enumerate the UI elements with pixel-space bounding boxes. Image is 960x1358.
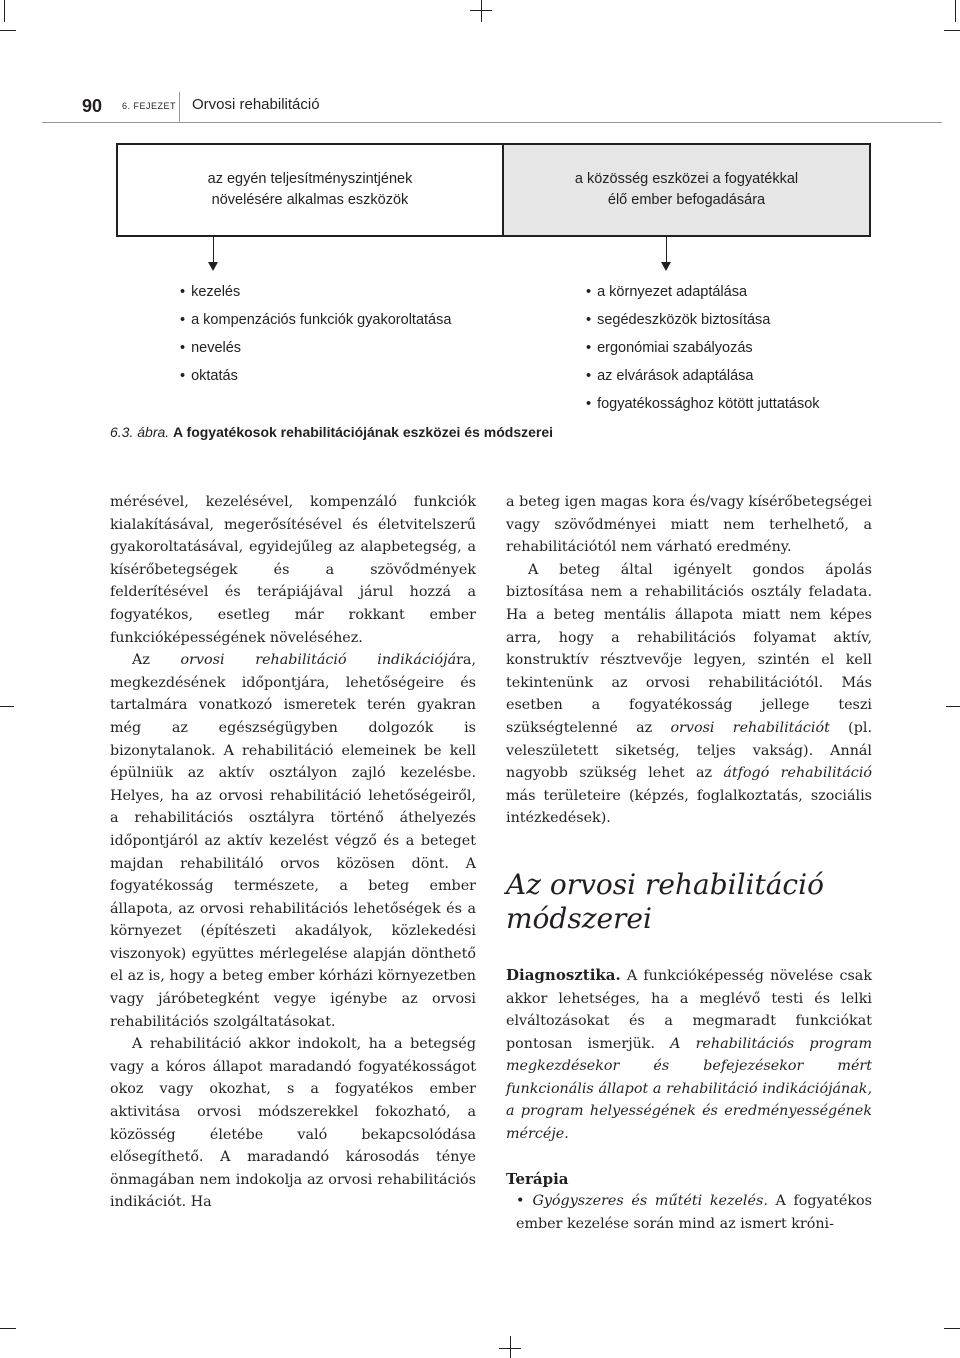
list-item: • segédeszközök biztosítása	[586, 306, 820, 334]
bullet-icon: •	[516, 1193, 525, 1210]
list-item: • a kompenzációs funkciók gyakoroltatása	[180, 306, 451, 334]
list-item: • kezelés	[180, 278, 451, 306]
arrow-right-icon	[661, 262, 671, 271]
chapter-label: 6. FEJEZET	[122, 101, 177, 111]
crop-mark	[481, 0, 482, 22]
emphasis-run: orvosi rehabilitáció indikációjá	[180, 652, 457, 669]
paragraph: a beteg igen magas kora és/vagy kísérőbetegségei vagy szövődményei miatt nem terhelhető, a rehabilitációtól nem várható eredmény.	[506, 494, 872, 556]
box-left-line: növelésére alkalmas eszközök	[211, 192, 409, 208]
crop-mark	[470, 10, 492, 11]
paragraph: mérésével, kezelésével, kompenzáló funkciók kialakításával, megerősítésével és életvitelszerű gyakoroltatásával, egyidejűleg az alapbetegség, a kísérőbetegségek és a szövődmények felderítésével és terápiájával járul hozzá a fogyatékos, esetleg már rokkant ember funkcióképességének növeléséhez.	[110, 494, 476, 646]
paragraph	[110, 649, 476, 1033]
subheading: Terápia	[506, 1169, 569, 1188]
list-item: • nevelés	[180, 334, 451, 362]
figure-caption	[110, 424, 553, 440]
emphasis-run: átfogó rehabilitáció	[723, 765, 872, 782]
emphasis-run: A rehabilitációs program megkezdésekor és befejezésekor mért funkcionális állapot a rehabilitáció indikációjának, a program helyességének és eredményességének mércéje.	[506, 1035, 873, 1143]
list-item: • oktatás	[180, 362, 451, 390]
arrow-right-line	[666, 237, 667, 265]
crop-mark	[499, 1348, 521, 1349]
crop-mark	[0, 1328, 16, 1329]
crop-mark	[944, 1328, 960, 1329]
subheading-inline: Diagnosztika.	[506, 965, 621, 984]
left-column	[110, 491, 476, 1214]
emphasis-run: Gyógyszeres és műtéti kezelés	[532, 1193, 764, 1210]
text-run: A beteg által igényelt gondos ápolás biztosítása nem a rehabilitációs osztály feladata. Ha a beteg mentális állapota miatt nem képes arra, hogy a rehabilitációs folyamat aktív, konstruktív résztvevője legyen, szintén el kell tekintenünk az orvosi rehabilitációtól. Más esetben a fogyatékosság jellege teszi szükségtelenné az	[506, 561, 872, 736]
text-run: A funkcióképesség növelése csak akkor lehetséges, ha a meglévő testi és lelki elváltozásokat és a megmaradt funkciókat pontosan ismerjük.	[506, 967, 872, 1052]
header-title: Orvosi rehabilitáció	[192, 96, 320, 113]
section-heading: Az orvosi rehabilitáció módszerei	[506, 867, 824, 935]
header-rule	[42, 92, 942, 123]
box-right-line: élő ember befogadására	[607, 192, 766, 208]
caption-number: 6.3. ábra.	[110, 424, 170, 440]
paragraph	[506, 559, 872, 830]
text-run: . A fogyatékos ember kezelése során mind az ismert króni-	[516, 1193, 872, 1232]
page-header	[42, 92, 942, 122]
arrow-left-icon	[208, 262, 218, 271]
text-run: más területeire (képzés, foglalkoztatás, szociális intézkedések).	[506, 787, 872, 827]
crop-mark	[510, 1336, 511, 1358]
list-item: • fogyatékossághoz kötött juttatások	[586, 390, 820, 418]
emphasis-run: orvosi rehabilitációt	[670, 719, 830, 736]
crop-mark	[4, 0, 5, 22]
crop-mark	[0, 30, 16, 31]
bullet-item	[516, 1190, 872, 1235]
list-item: • ergonómiai szabályozás	[586, 334, 820, 362]
crop-mark	[0, 706, 14, 707]
box-right-line: a közösség eszközei a fogyatékkal	[574, 171, 799, 187]
figure-box-individual	[116, 143, 504, 237]
figure-list-left	[180, 278, 451, 390]
crop-mark	[955, 0, 956, 22]
caption-text: A fogyatékosok rehabilitációjának eszközei és módszerei	[173, 424, 554, 440]
header-separator	[179, 92, 180, 122]
page-number: 90	[82, 96, 103, 116]
box-left-line: az egyén teljesítményszintjének	[207, 171, 413, 187]
text-run: Az	[132, 652, 181, 669]
arrow-left-line	[213, 237, 214, 265]
paragraph: A rehabilitáció akkor indokolt, ha a betegség vagy a kóros állapot maradandó fogyatékosságot okoz vagy okozhat, s a fogyatékos ember aktivitása orvosi módszerekkel fokozható, a közösség életébe való bekapcsolódása elősegíthető. A maradandó károsodás ténye önmagában nem indokolja az orvosi rehabilitációs indikációt. Ha	[110, 1036, 476, 1211]
list-item: • a környezet adaptálása	[586, 278, 820, 306]
text-run: (pl. veleszületett siketség, teljes vakság). Annál nagyobb szükség lehet az	[506, 719, 872, 782]
figure-list-right	[586, 278, 820, 418]
crop-mark	[946, 706, 960, 707]
right-column	[506, 491, 872, 1235]
figure-box-community	[502, 143, 871, 237]
list-item: • az elvárások adaptálása	[586, 362, 820, 390]
text-run: ra, megkezdésének időpontjára, lehetőségeire és tartalmára vonatkozó ismeretek terén gyakran még az egészségügyben dolgozók is bizonytalanok. A rehabilitáció elemeinek be kell épülniük az aktív osztályon zajló kezelésbe. Helyes, ha az orvosi rehabilitáció lehetőségeiről, a rehabilitációs osztályra történő áthelyezés időpontjáról az aktív kezelést végző és a beteget majdan rehabilitáló orvos közösen dönt. A fogyatékosság természete, a beteg ember állapota, az orvosi rehabilitációs lehetőségek és a környezet (építészeti akadályok, közlekedési viszonyok) együttes mérlegelése alapján dönthető el az is, hogy a beteg ember kórházi környezetben vagy járóbetegként vegye igénybe az orvosi rehabilitációs szolgáltatásokat.	[110, 652, 476, 1030]
crop-mark	[944, 30, 960, 31]
paragraph	[506, 964, 872, 1146]
